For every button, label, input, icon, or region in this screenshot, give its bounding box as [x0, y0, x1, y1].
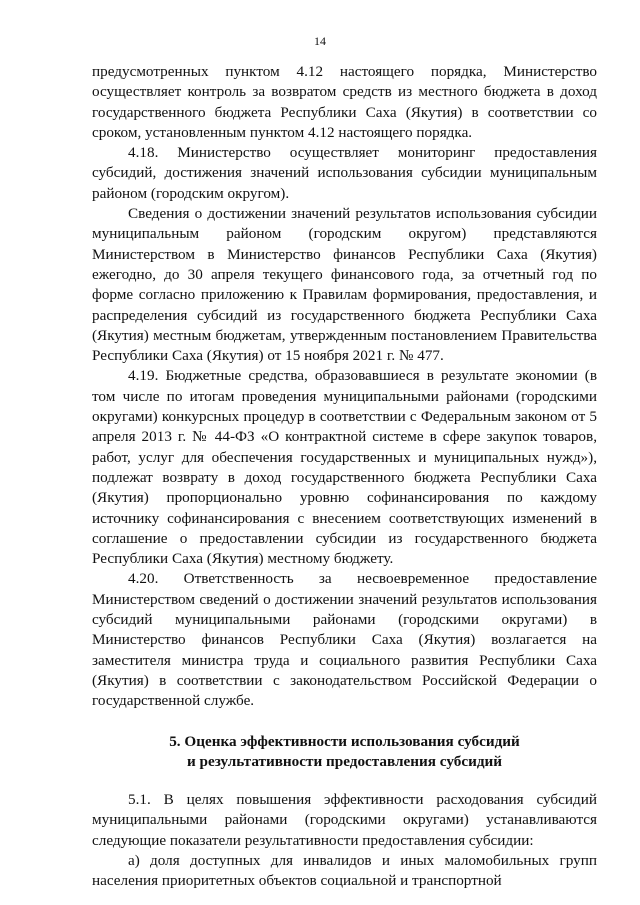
paragraph-4-18: 4.18. Министерство осуществляет мониторинг предоставления субсидий, достижения значений использования субсидии муниципальным районом (городским округом). [92, 144, 597, 202]
paragraph-4-20: 4.20. Ответственность за несвоевременное предоставление Министерством сведений о достижении значений результатов использования субсидий муниципальными районами (городскими округами) в Министерство финансов Республики Саха (Якутия) возлагается на заместителя министра труда и социального развития Республики Саха (Якутия) в соответствии с законодательством Российской Федерации о государственной службе. [92, 570, 597, 710]
paragraph-monitoring-info: Сведения о достижении значений результатов использования субсидии муниципальным районом (городским округом) представляются Министерством в Министерство финансов Республики Саха (Якутия) ежегодно, до 30 апреля текущего финансового года, за отчетный год по форме согласно приложению к Правилам формирования, предоставления, и распределения субсидий из государственного бюджета Республики Саха (Якутия) местным бюджетам, утвержденным постановлением Правительства Республики Саха (Якутия) от 15 ноября 2021 г. № 477. [92, 205, 597, 365]
paragraph-5-1: 5.1. В целях повышения эффективности расходования субсидий муниципальными районами (городскими округами) устанавливаются следующие показатели результативности предоставления субсидии: [92, 791, 597, 849]
section-heading [92, 732, 597, 773]
section-heading-line-2: и результативности предоставления субсидий [186, 752, 503, 770]
section-heading-line-1: 5. Оценка эффективности использования субсидий [169, 732, 520, 750]
paragraph-continuation: предусмотренных пунктом 4.12 настоящего порядка, Министерство осуществляет контроль за возвратом средств из местного бюджета в доход государственного бюджета Республики Саха (Якутия) в соответствии со сроком, установленным пунктом 4.12 настоящего порядка. [92, 63, 597, 141]
document-body [92, 62, 597, 892]
page-number: 14 [314, 34, 326, 48]
paragraph-item-a: а) доля доступных для инвалидов и иных маломобильных групп населения приоритетных объектов социальной и транспортной [92, 851, 597, 890]
paragraph-4-19: 4.19. Бюджетные средства, образовавшиеся в результате экономии (в том числе по итогам проведения муниципальными районами (городскими округами) конкурсных процедур в соответствии с Федеральным законом от 5 апреля 2013 г. № 44-ФЗ «О контрактной системе в сфере закупок товаров, работ, услуг для обеспечения государственных и муниципальных нужд»), подлежат возврату в доход государственного бюджета Республики Саха (Якутия) пропорционально уровню софинансирования по каждому источнику софинансирования с внесением соответствующих изменений в соглашение о предоставлении субсидии из государственного бюджета Республики Саха (Якутия) местному бюджету. [92, 367, 597, 568]
